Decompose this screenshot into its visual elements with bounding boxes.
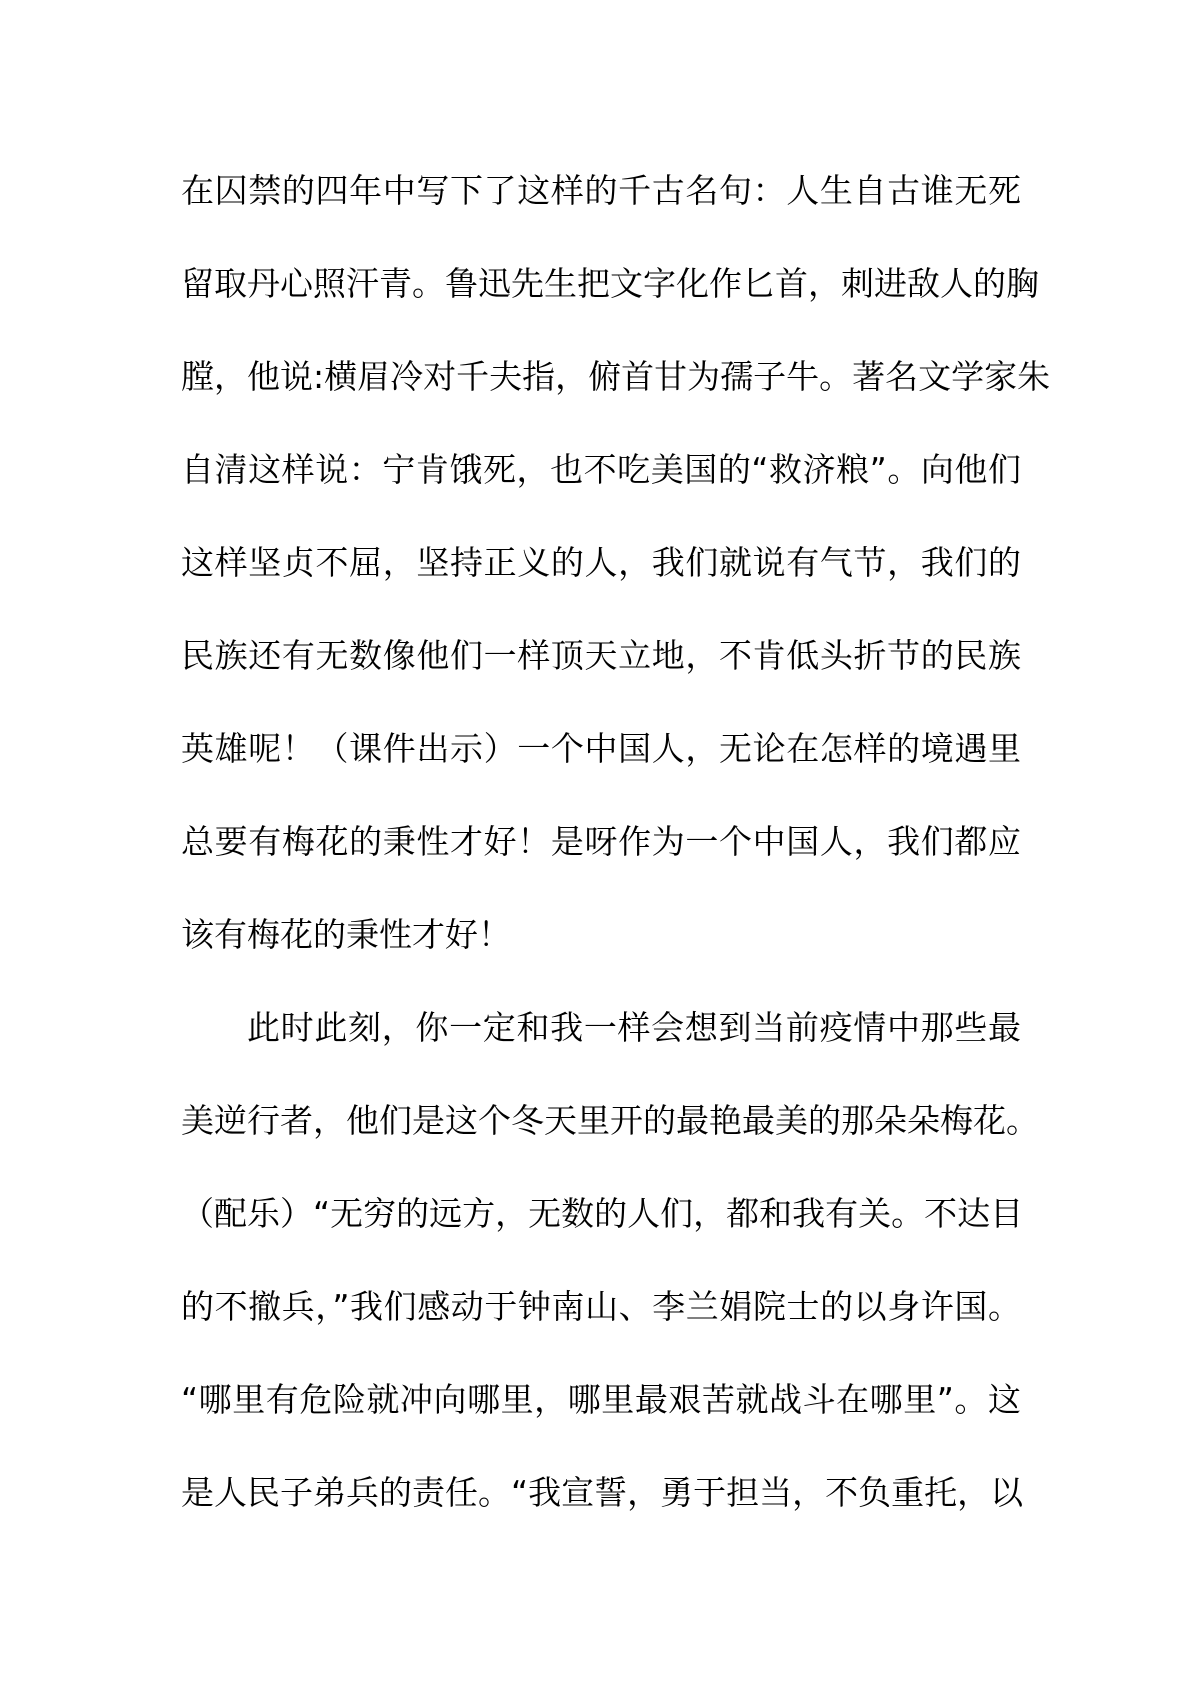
text-line: （配乐）“无穷的远方，无数的人们，都和我有关。不达目 — [181, 1194, 1024, 1233]
body-text — [181, 158, 1051, 1553]
text-line: 是人民子弟兵的责任。“我宣誓，勇于担当，不负重托，以 — [181, 1473, 1024, 1512]
text-line: 留取丹心照汗青。鲁迅先生把文字化作匕首，刺进敌人的胸 — [181, 264, 1039, 303]
text-line: 这样坚贞不屈，坚持正义的人，我们就说有气节，我们的 — [181, 543, 1021, 582]
text-line: 总要有梅花的秉性才好！是呀作为一个中国人，我们都应 — [181, 822, 1021, 861]
text-line: 美逆行者，他们是这个冬天里开的最艳最美的那朵朵梅花。 — [181, 1101, 1039, 1140]
text-line: 膛，他说:横眉冷对千夫指，俯首甘为孺子牛。著名文学家朱 — [181, 357, 1051, 396]
text-line: 自清这样说：宁肯饿死，也不吃美国的“救济粮”。向他们 — [181, 450, 1021, 489]
text-line: 民族还有无数像他们一样顶天立地，不肯低头折节的民族 — [181, 636, 1021, 675]
paragraph-end-line: 该有梅花的秉性才好！ — [181, 915, 511, 954]
paragraph-start-line: 此时此刻，你一定和我一样会想到当前疫情中那些最 — [247, 1008, 1021, 1047]
text-line: “哪里有危险就冲向哪里，哪里最艰苦就战斗在哪里”。这 — [181, 1380, 1021, 1419]
text-line: 在囚禁的四年中写下了这样的千古名句：人生自古谁无死 — [181, 171, 1021, 210]
text-line: 英雄呢！（课件出示）一个中国人，无论在怎样的境遇里 — [181, 729, 1021, 768]
text-line: 的不撤兵，”我们感动于钟南山、李兰娟院士的以身许国。 — [181, 1287, 1021, 1326]
